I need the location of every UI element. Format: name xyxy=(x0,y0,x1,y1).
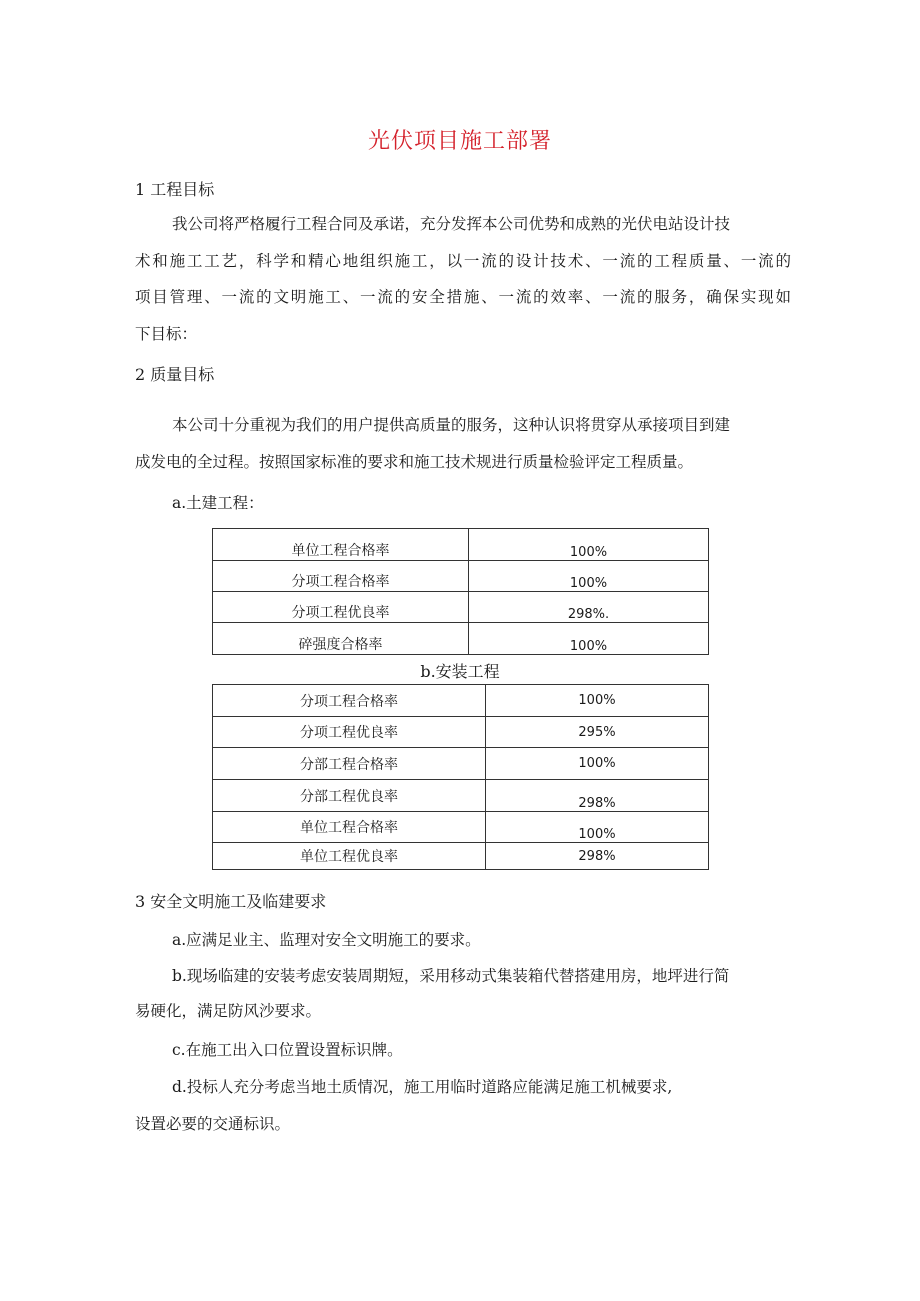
section-3-item-d: d.投标人充分考虑当地土质情况，施工用临时道路应能满足施工机械要求, xyxy=(172,1078,673,1096)
section-3-item-b: 易硬化，满足防风沙要求。 xyxy=(135,1002,322,1020)
table-row xyxy=(213,561,709,592)
section-1-line: 术和施工工艺，科学和精心地组织施工，以一流的设计技术、一流的工程质量、一流的 xyxy=(135,252,791,270)
civil-works-table xyxy=(212,528,709,655)
table-row xyxy=(213,748,709,780)
table-cell-item: 分项工程合格率 xyxy=(213,685,486,717)
table-cell-item: 单位工程优良率 xyxy=(213,843,486,870)
table-cell-value: 100% xyxy=(486,685,709,717)
table-cell-item: 碎强度合格率 xyxy=(213,623,469,655)
table-cell-item: 分项工程合格率 xyxy=(213,561,469,592)
table-cell-item: 单位工程合格率 xyxy=(213,529,469,561)
table-row xyxy=(213,592,709,623)
page-title: 光伏项目施工部署 xyxy=(367,129,552,154)
section-2-line: 本公司十分重视为我们的用户提供高质量的服务，这种认识将贯穿从承接项目到建 xyxy=(172,416,731,434)
table-row xyxy=(213,780,709,812)
table-row xyxy=(213,529,709,561)
section-1-line: 我公司将严格履行工程合同及承诺，充分发挥本公司优势和成熟的光伏电站设计技 xyxy=(172,215,731,233)
section-1-heading: 1 工程目标 xyxy=(135,180,215,199)
section-3-item-b: b.现场临建的安装考虑安装周期短，采用移动式集装箱代替搭建用房，地坪进行简 xyxy=(172,967,730,985)
installation-works-label: b.安装工程 xyxy=(420,662,500,681)
section-3-item-c: c.在施工出入口位置设置标识牌。 xyxy=(172,1041,403,1059)
table-row xyxy=(213,685,709,717)
civil-works-label: a.土建工程： xyxy=(172,494,264,512)
table-cell-item: 分部工程合格率 xyxy=(213,748,486,780)
table-cell-item: 分部工程优良率 xyxy=(213,780,486,812)
table-cell-value: 295% xyxy=(486,717,709,748)
section-1-line: 下目标： xyxy=(135,325,198,343)
section-2-heading: 2 质量目标 xyxy=(135,365,215,384)
table-cell-item: 分项工程优良率 xyxy=(213,592,469,623)
section-2-line: 成发电的全过程。按照国家标准的要求和施工技术规进行质量检验评定工程质量。 xyxy=(135,453,694,471)
section-3-heading: 3 安全文明施工及临建要求 xyxy=(135,892,327,911)
section-3-item-d: 设置必要的交通标识。 xyxy=(135,1115,291,1133)
table-cell-value: 298% xyxy=(486,843,709,870)
table-cell-value: 298% xyxy=(486,780,709,812)
table-cell-value: 298%. xyxy=(469,592,709,623)
table-cell-value: 100% xyxy=(486,812,709,843)
table-cell-value: 100% xyxy=(486,748,709,780)
table-row xyxy=(213,623,709,655)
table-cell-value: 100% xyxy=(469,529,709,561)
table-cell-value: 100% xyxy=(469,623,709,655)
table-row xyxy=(213,812,709,843)
table-cell-value: 100% xyxy=(469,561,709,592)
installation-works-table xyxy=(212,684,709,870)
table-cell-item: 分项工程优良率 xyxy=(213,717,486,748)
table-row xyxy=(213,843,709,870)
table-row xyxy=(213,717,709,748)
section-1-line: 项目管理、一流的文明施工、一流的安全措施、一流的效率、一流的服务，确保实现如 xyxy=(135,288,791,306)
section-3-item-a: a.应满足业主、监理对安全文明施工的要求。 xyxy=(172,931,481,949)
table-cell-item: 单位工程合格率 xyxy=(213,812,486,843)
